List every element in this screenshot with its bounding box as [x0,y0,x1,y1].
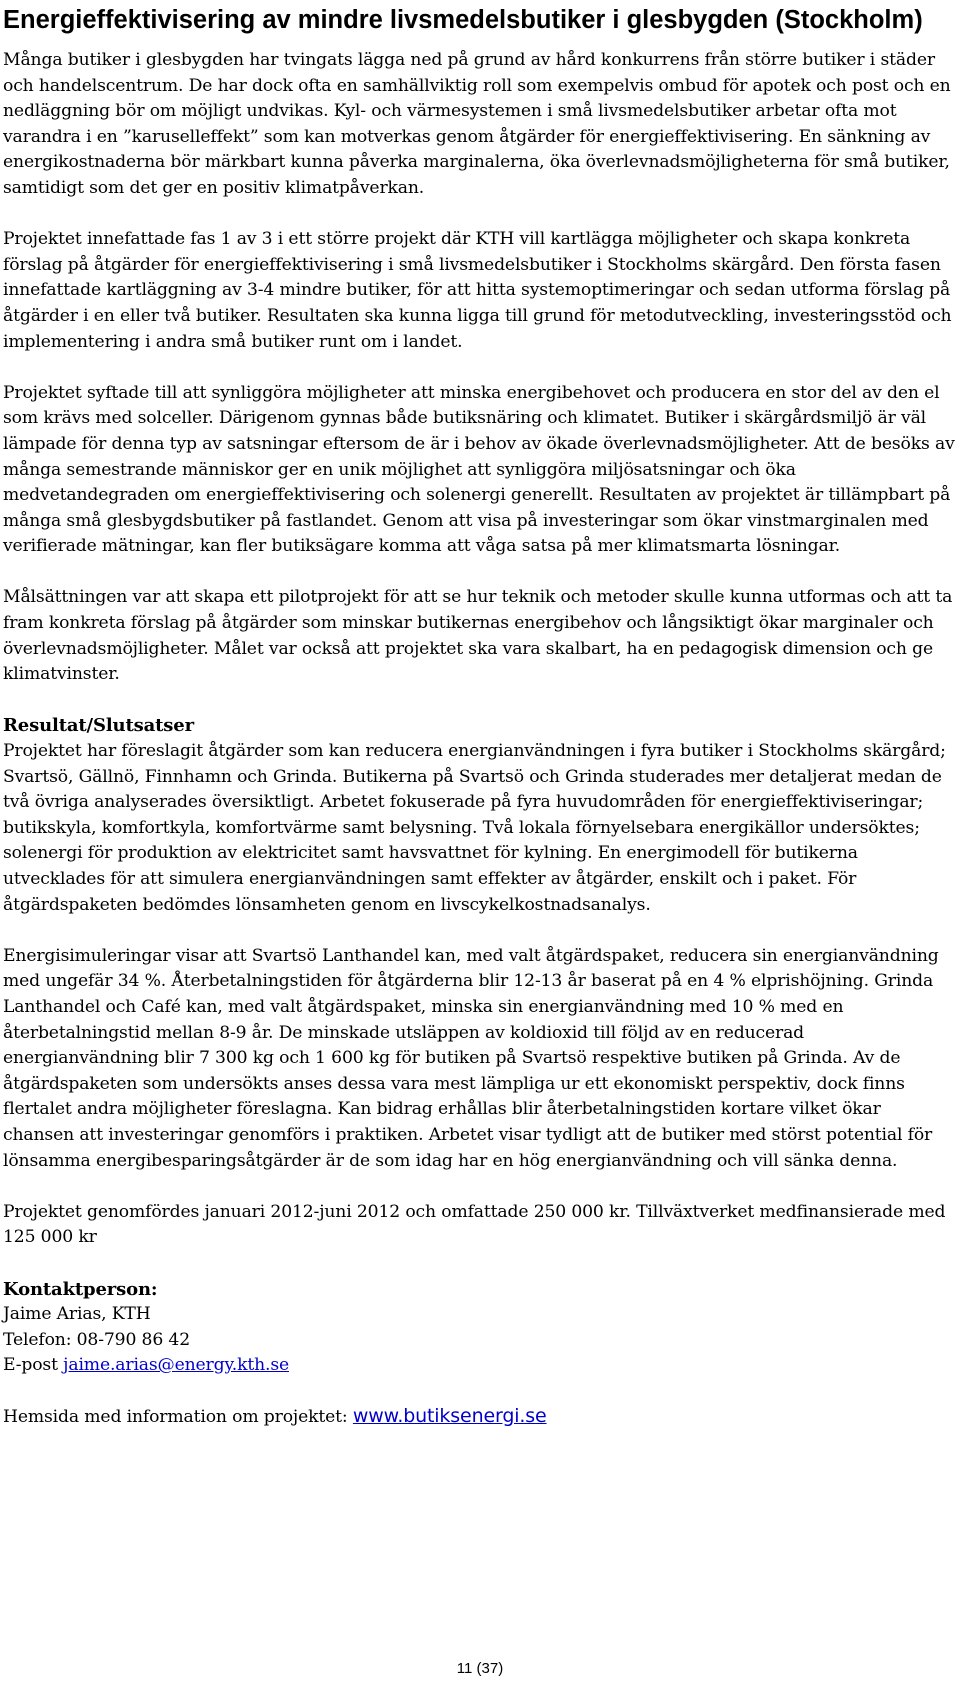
contact-phone: Telefon: 08-790 86 42 [3,1329,191,1350]
project-phase-paragraph: Projektet innefattade fas 1 av 3 i ett större projekt där KTH vill kartlägga möjligheter och skapa konkreta förslag på åtgärder för energieffektivisering i små livsmedelsbutiker i Stockholms skärgård. Den första fasen innefattade kartläggning av 3-4 mindre butiker, för att hitta systemoptimeringar och sedan utforma förslag på åtgärder i en eller två butiker. Resultaten ska kunna ligga till grund för metodutveckling, investeringsstöd och implementering i andra små butiker runt om i landet. [3,229,952,352]
contact-name: Jaime Arias, KTH [3,1304,151,1325]
website-link[interactable]: www.butiksenergi.se [352,1405,547,1428]
intro-paragraph: Många butiker i glesbygden har tvingats lägga ned på grund av hård konkurrens från större butiker i städer och handelscentrum. De har dock ofta en samhällviktig roll som exempelvis ombud för apotek och post och en nedläggning bör om möjligt undvikas. Kyl- och värmesystemen i små livsmedelsbutiker arbetar ofta mot varandra i en ”karuselleffekt” som kan motverkas genom åtgärder för energieffektivisering. En sänkning av energikostnaderna bör märkbart kunna påverka marginalerna, öka överlevnadsmöjligheterna för små butiker, samtidigt som det ger en positiv klimatpåverkan. [3,50,951,198]
funding-paragraph: Projektet genomfördes januari 2012-juni 2012 och omfattade 250 000 kr. Tillväxtverket medfinansierade med 125 000 kr [3,1201,946,1248]
document-page [3,0,955,1431]
spacer [3,918,955,944]
contact-email-line [3,1353,955,1379]
results-paragraph: Projektet har föreslagit åtgärder som kan reducera energianvändningen i fyra butiker i Stockholms skärgård; Svartsö, Gällnö, Finnhamn och Grinda. Butikerna på Svartsö och Grinda studerades mer detaljerat medan de två övriga analyserades översiktligt. Arbetet fokuserade på fyra huvudområden för energieffektiviseringar; butikskyla, komfortkyla, komfortvärme samt belysning. Två lokala förnyelsebara energikällor undersöktes; solenergi för produktion av elektricitet samt havsvattnet för kylning. En energimodell för butikerna utvecklades för att simulera energianvändningen samt effekter av åtgärder, enskilt och i paket. För åtgärdspaketen bedömdes lönsamheten genom en livscykelkostnadsanalys. [3,741,946,915]
energy-simulation-paragraph: Energisimuleringar visar att Svartsö Lanthandel kan, med valt åtgärdspaket, reducera sin energianvändning med ungefär 34 %. Återbetalningstiden för åtgärderna blir 12-13 år baserat på en 4 % elprishöjning. Grinda Lanthandel och Café kan, med valt åtgärdspaket, minska sin energianvändning med 10 % med en återbetalningstid mellan 8-9 år. De minskade utsläppen av koldioxid till följd av en reducerad energianvändning blir 7 300 kg och 1 600 kg för butiken på Svartsö respektive butiken på Grinda. Av de åtgärdspaketen som undersökts anses dessa vara mest lämpliga ur ett ekonomiskt perspektiv, dock finns flertalet andra möjligheter föreslagna. Kan bidrag erhållas blir återbetalningstiden kortare vilket ökar chansen att investeringar genomförs i praktiken. Arbetet visar tydligt att de butiker med störst potential för lönsamma energibesparingsåtgärder är de som idag har en hög energianvändning och vill sänka denna. [3,945,939,1171]
document-title: Energieffektivisering av mindre livsmedelsbutiker i glesbygden (Stockholm) [3,6,923,34]
website-line [3,1404,955,1431]
objective-paragraph: Målsättningen var att skapa ett pilotprojekt för att se hur teknik och metoder skulle kunna utformas och att ta fram konkreta förslag på åtgärder som minskar butikernas energibehov och långsiktigt ökar marginaler och överlevnadsmöjligheter. Målet var också att projektet ska vara skalbart, ha en pedagogisk dimension och ge klimatvinster. [3,587,953,685]
results-heading: Resultat/Slutsatser [3,715,194,737]
results-section [3,713,955,918]
contact-section [3,1277,955,1379]
page-number: 11 (37) [456,1660,504,1677]
website-label: Hemsida med information om projektet: [3,1407,353,1428]
project-aim-paragraph: Projektet syftade till att synliggöra möjligheter att minska energibehovet och producera en stor del av den el som krävs med solceller. Därigenom gynnas både butiksnäring och klimatet. Butiker i skärgårdsmiljö är väl lämpade för denna typ av satsningar eftersom de är i behov av ökade överlevnadsmöjligheter. Att de besöks av många semestrande människor ger en unik möjlighet att synliggöra miljösatsningar och öka medvetandegraden om energieffektivisering och solenergi generellt. Resultaten av projektet är tillämpbart på många små glesbygdsbutiker på fastlandet. Genom att visa på investeringar som ökar vinstmarginalen med verifierade mätningar, kan fler butiksägare komma att våga satsa på mer klimatsmarta lösningar. [3,382,955,557]
contact-email-link[interactable]: jaime.arias@energy.kth.se [63,1355,290,1376]
contact-email-label: E-post [3,1355,64,1376]
contact-heading: Kontaktperson: [3,1278,158,1300]
